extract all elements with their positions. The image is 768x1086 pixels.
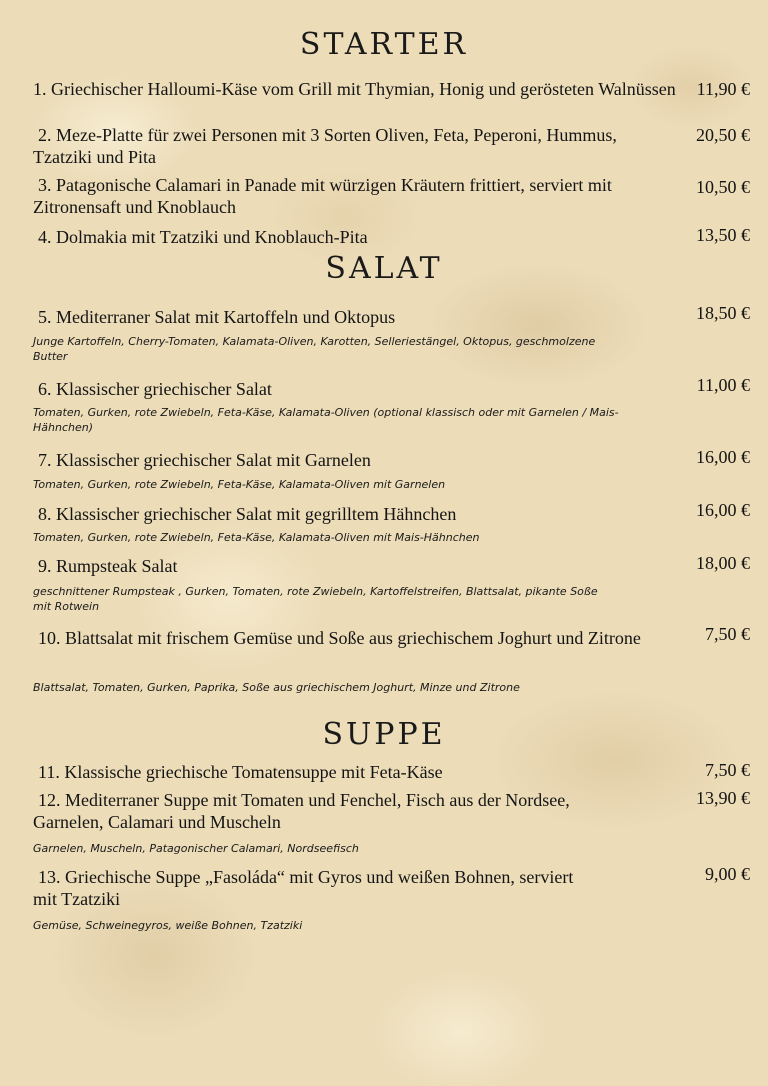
menu-item-5-description: Junge Kartoffeln, Cherry-Tomaten, Kalamata-Oliven, Karotten, Selleriestängel, Oktopus, geschmolzene Butter xyxy=(33,335,596,363)
menu-item-13-description: Gemüse, Schweinegyros, weiße Bohnen, Tzatziki xyxy=(33,919,303,932)
menu-item-2-title: 2. Meze-Platte für zwei Personen mit 3 Sorten Oliven, Feta, Peperoni, Hummus, Tzatziki und Pita xyxy=(33,125,617,167)
menu-item-1-price: 11,90 € xyxy=(696,79,750,99)
menu-item-3-title: 3. Patagonische Calamari in Panade mit würzigen Kräutern frittiert, serviert mit Zitronensaft und Knoblauch xyxy=(33,175,612,217)
menu-item-10-price: 7,50 € xyxy=(705,624,750,644)
section-title-salat: SALAT xyxy=(325,251,443,286)
menu-item-9-description: geschnittener Rumpsteak , Gurken, Tomaten, rote Zwiebeln, Kartoffelstreifen, Blattsalat, pikante Soße mit Rotwein xyxy=(33,585,598,613)
menu-item-6-price: 11,00 € xyxy=(696,375,750,395)
menu-item-4-price: 13,50 € xyxy=(696,225,750,245)
menu-item-10-description: Blattsalat, Tomaten, Gurken, Paprika, Soße aus griechischem Joghurt, Minze und Zitrone xyxy=(33,681,520,694)
menu-item-7-title: 7. Klassischer griechischer Salat mit Garnelen xyxy=(38,450,371,470)
menu-item-5-price: 18,50 € xyxy=(696,303,750,323)
menu-item-11-price: 7,50 € xyxy=(705,760,750,780)
menu-item-9-price: 18,00 € xyxy=(696,553,750,573)
menu-item-1-title: 1. Griechischer Halloumi-Käse vom Grill mit Thymian, Honig und gerösteten Walnüssen xyxy=(33,79,676,99)
menu-item-6-title: 6. Klassischer griechischer Salat xyxy=(38,379,272,399)
menu-item-8-description: Tomaten, Gurken, rote Zwiebeln, Feta-Käse, Kalamata-Oliven mit Mais-Hähnchen xyxy=(33,531,480,544)
menu-item-2-price: 20,50 € xyxy=(696,125,750,145)
menu-item-12-title: 12. Mediterraner Suppe mit Tomaten und Fenchel, Fisch aus der Nordsee, Garnelen, Calamari und Muscheln xyxy=(33,790,570,832)
menu-item-12-description: Garnelen, Muscheln, Patagonischer Calamari, Nordseefisch xyxy=(33,842,359,855)
menu-item-7-price: 16,00 € xyxy=(696,447,750,467)
menu-item-5-title: 5. Mediterraner Salat mit Kartoffeln und Oktopus xyxy=(38,307,396,327)
menu-item-8-title: 8. Klassischer griechischer Salat mit gegrilltem Hähnchen xyxy=(38,504,457,524)
menu-item-9-title: 9. Rumpsteak Salat xyxy=(38,556,178,576)
menu-item-4-title: 4. Dolmakia mit Tzatziki und Knoblauch-Pita xyxy=(38,227,368,247)
section-title-starter: STARTER xyxy=(299,27,469,62)
menu-item-6-description: Tomaten, Gurken, rote Zwiebeln, Feta-Käse, Kalamata-Oliven (optional klassisch oder mit Garnelen / Mais-Hähnchen) xyxy=(33,406,619,434)
menu-item-8-price: 16,00 € xyxy=(696,500,750,520)
menu-item-3-price: 10,50 € xyxy=(696,177,750,197)
section-title-suppe: SUPPE xyxy=(322,717,446,752)
menu-item-10-title: 10. Blattsalat mit frischem Gemüse und Soße aus griechischem Joghurt und Zitrone xyxy=(38,628,641,648)
menu-item-7-description: Tomaten, Gurken, rote Zwiebeln, Feta-Käse, Kalamata-Oliven mit Garnelen xyxy=(33,478,446,491)
menu-item-13-price: 9,00 € xyxy=(705,864,750,884)
menu-item-11-title: 11. Klassische griechische Tomatensuppe mit Feta-Käse xyxy=(38,762,443,782)
menu-item-13-title: 13. Griechische Suppe „Fasoláda“ mit Gyros und weißen Bohnen, serviert mit Tzatziki xyxy=(33,867,574,909)
menu-item-12-price: 13,90 € xyxy=(696,788,750,808)
